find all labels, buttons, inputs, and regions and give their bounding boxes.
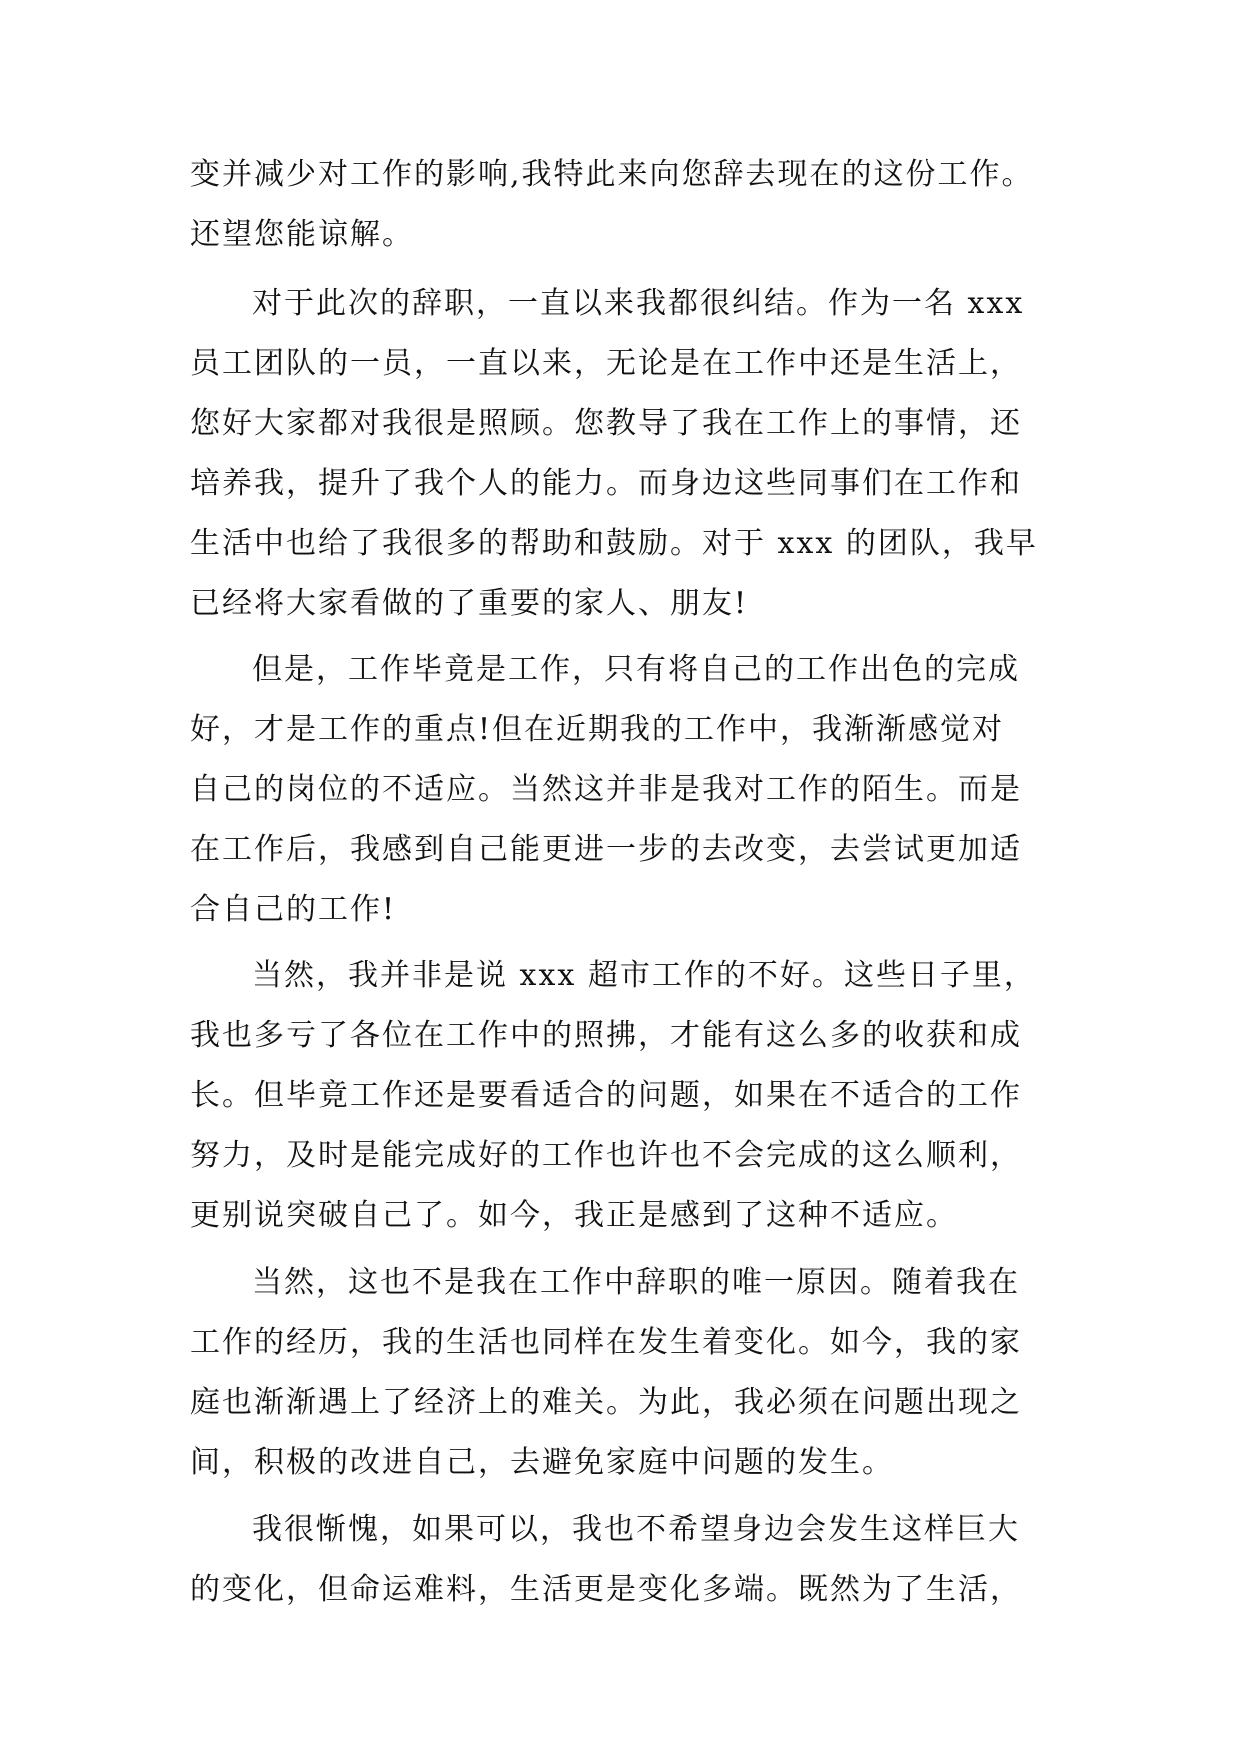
text-line: 已经将大家看做的了重要的家人、朋友! [190,586,749,621]
text-line: 生活中也给了我很多的帮助和鼓励。对于 xxx 的团队，我早 [190,526,1038,561]
paragraph-start-line: 我很惭愧，如果可以，我也不希望身边会发生这样巨大 [252,1512,1020,1547]
text-line: 员工团队的一员，一直以来，无论是在工作中还是生活上， [190,346,1022,381]
paragraph-start-line: 当然，这也不是我在工作中辞职的唯一原因。随着我在 [252,1265,1020,1300]
text-line: 努力，及时是能完成好的工作也许也不会完成的这么顺利， [190,1138,1022,1173]
text-line: 间，积极的改进自己，去避免家庭中问题的发生。 [190,1445,894,1480]
text-line: 还望您能谅解。 [190,217,414,252]
text-line: 自己的岗位的不适应。当然这并非是我对工作的陌生。而是 [190,772,1022,807]
text-line: 合自己的工作! [190,892,397,927]
paragraph-start-line: 对于此次的辞职，一直以来我都很纠结。作为一名 xxx [252,286,1025,321]
text-line: 庭也渐渐遇上了经济上的难关。为此，我必须在问题出现之 [190,1385,1022,1420]
text-line: 我也多亏了各位在工作中的照拂，才能有这么多的收获和成 [190,1018,1022,1053]
text-line: 的变化，但命运难料，生活更是变化多端。既然为了生活， [190,1572,1022,1607]
text-line: 变并减少对工作的影响,我特此来向您辞去现在的这份工作。 [190,157,1034,192]
text-line: 长。但毕竟工作还是要看适合的问题，如果在不适合的工作 [190,1078,1022,1113]
text-line: 培养我，提升了我个人的能力。而身边这些同事们在工作和 [190,466,1022,501]
text-line: 工作的经历，我的生活也同样在发生着变化。如今，我的家 [190,1325,1022,1360]
text-line: 更别说突破自己了。如今，我正是感到了这种不适应。 [190,1198,958,1233]
text-line: 您好大家都对我很是照顾。您教导了我在工作上的事情，还 [190,406,1022,441]
paragraph-start-line: 但是，工作毕竟是工作，只有将自己的工作出色的完成 [252,652,1020,687]
text-line: 在工作后，我感到自己能更进一步的去改变，去尝试更加适 [190,832,1022,867]
paragraph-start-line: 当然，我并非是说 xxx 超市工作的不好。这些日子里， [252,958,1036,993]
text-line: 好，才是工作的重点!但在近期我的工作中，我渐渐感觉对 [190,712,1005,747]
